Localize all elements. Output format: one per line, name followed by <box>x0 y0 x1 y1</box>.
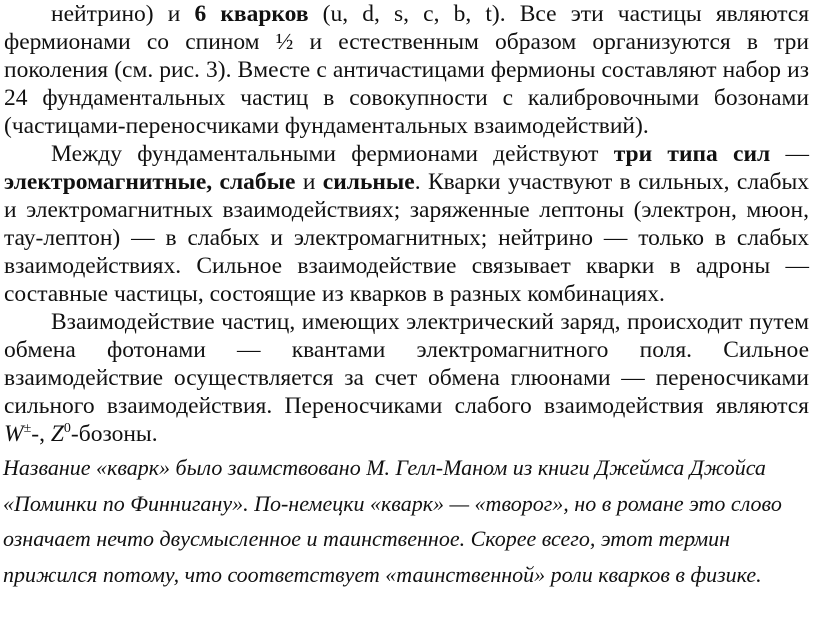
p1-text-2: (u, d, s, c, b, t). Все эти частицы являются фермионами со спином ½ и естественным образом организуются в три поколения (см. рис. 3). Вместе с античастицами фермионы составляют набор из 24 фундаментальных частиц в совокупности с калибровочными бозонами (частицами-переносчиками фундаментальных взаимодействий). <box>4 1 809 139</box>
p3-text-3: -бозоны. <box>70 421 158 447</box>
paragraph-forces <box>0 140 816 308</box>
note-quark-name-origin: Название «кварк» было заимствовано М. Гелл-Маном из книги Джеймса Джойса «Поминки по Финнигану». По-немецки «кварк» — «творог», но в романе это слово означает нечто двусмысленное и таинственное. Скорее всего, этот термин прижился потому, что соответствует «таинственной» роли кварков в физике. <box>3 455 782 587</box>
p2-text-4: . Кварки участвуют в сильных, слабых и электромагнитных взаимодействиях; заряженные лептоны (электрон, мюон, тау-лептон) — в слабых и электромагнитных; нейтрино — только в слабых взаимодействиях. Сильное взаимодействие связывает кварки в адроны — составные частицы, состоящие из кварков в разных комбинациях. <box>4 169 809 307</box>
paragraph-interaction-carriers <box>0 308 816 448</box>
p2-bold-three-forces: три типа сил <box>613 141 771 167</box>
p2-bold-strong: сильные <box>322 169 415 195</box>
p3-z-boson: Z <box>50 421 64 447</box>
p2-text-3: и <box>295 169 323 195</box>
p1-bold-quarks: 6 кварков <box>194 1 309 27</box>
p3-z-sup: 0 <box>63 421 71 437</box>
paragraph-fermions <box>0 0 816 140</box>
p2-text-2: — <box>770 141 809 167</box>
p3-w-sup: ± <box>23 421 32 437</box>
p3-text-2: -, <box>31 421 51 447</box>
p3-text-1: Взаимодействие частиц, имеющих электрический заряд, происходит путем обмена фотонами — квантами электромагнитного поля. Сильное взаимодействие осуществляется за счет обмена глюонами — переносчиками сильного взаимодействия. Переносчиками слабого взаимодействия являются <box>4 309 809 419</box>
p2-text-1: Между фундаментальными фермионами действуют <box>51 141 614 167</box>
p1-text-1: нейтрино) и <box>51 1 195 27</box>
p3-w-boson: W <box>4 421 24 447</box>
p2-bold-em-weak: электромагнитные, слабые <box>4 169 296 195</box>
